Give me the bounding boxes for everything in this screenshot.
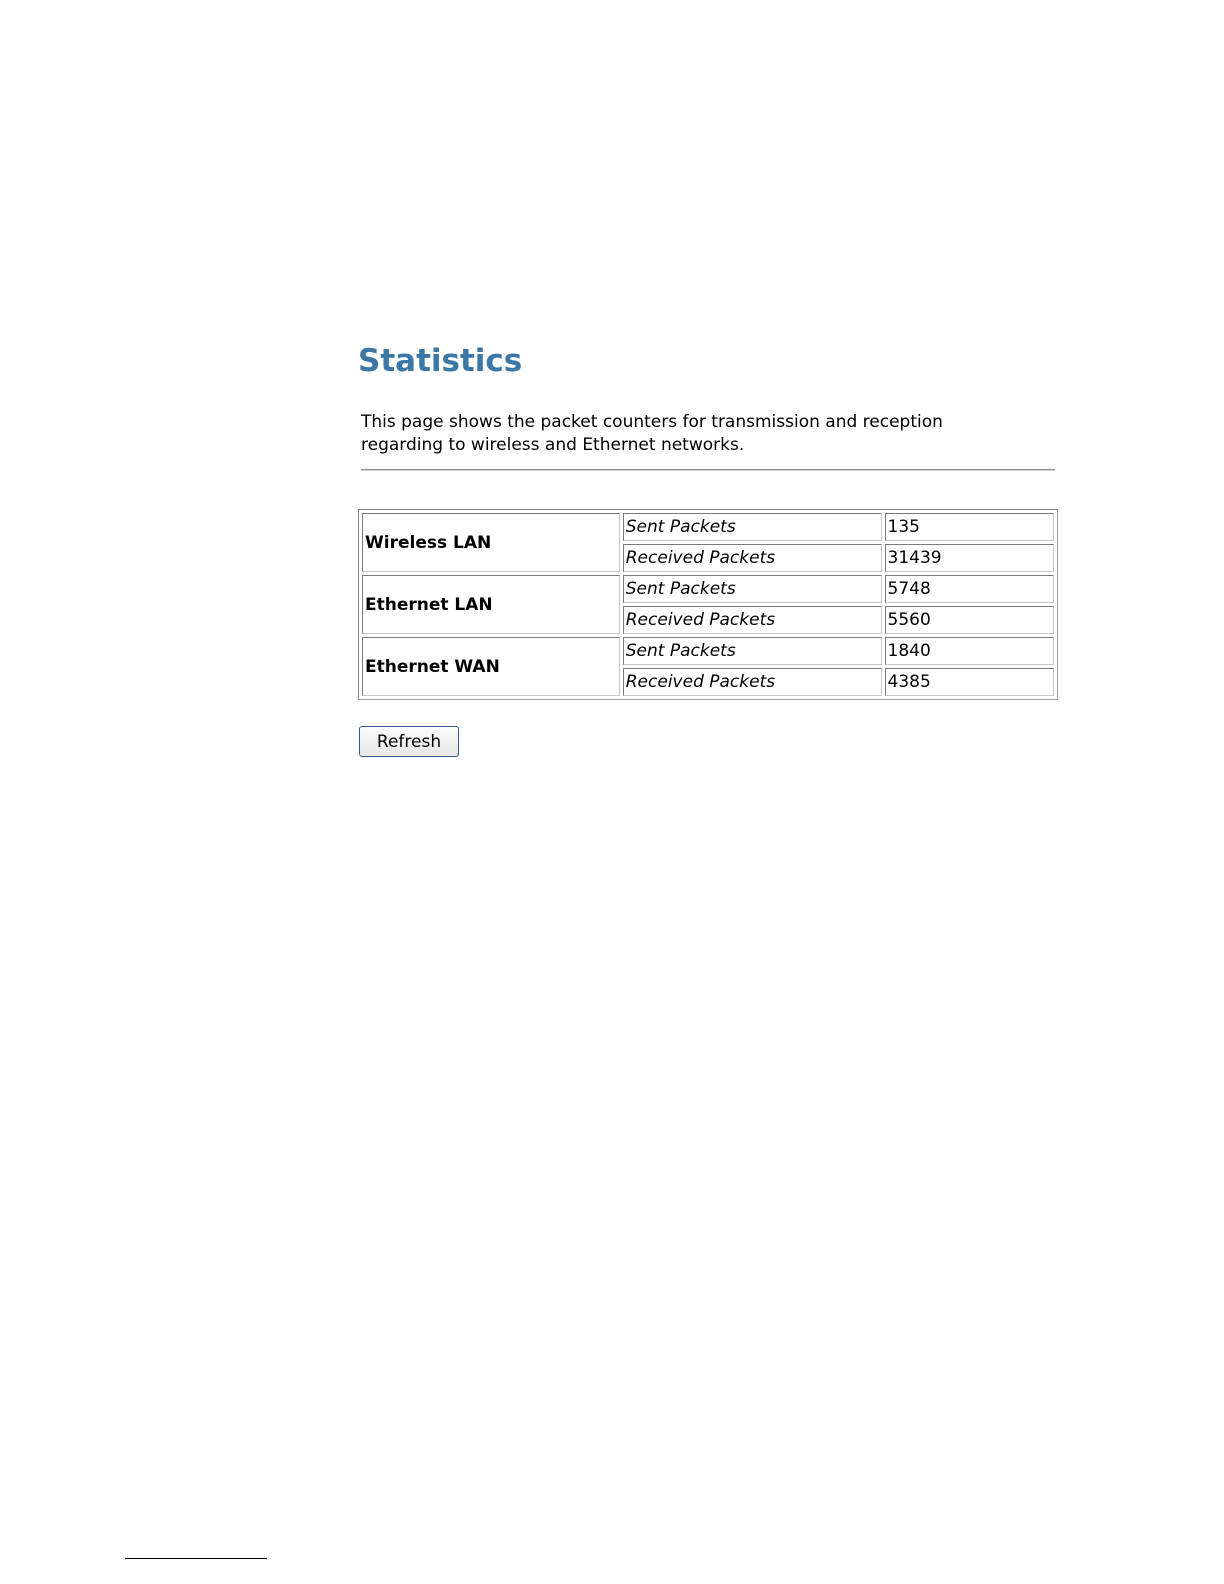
sent-packets-label: Sent Packets bbox=[623, 575, 882, 603]
received-packets-label: Received Packets bbox=[623, 544, 882, 572]
table-row bbox=[362, 637, 1054, 665]
sent-packets-value: 5748 bbox=[885, 575, 1054, 603]
sent-packets-value: 1840 bbox=[885, 637, 1054, 665]
divider bbox=[361, 469, 1055, 471]
statistics-page bbox=[358, 340, 1058, 757]
sent-packets-label: Sent Packets bbox=[623, 637, 882, 665]
footnote-rule bbox=[125, 1558, 267, 1559]
sent-packets-label: Sent Packets bbox=[623, 513, 882, 541]
interface-name-wireless-lan: Wireless LAN bbox=[362, 513, 620, 572]
received-packets-value: 5560 bbox=[885, 606, 1054, 634]
table-row bbox=[362, 513, 1054, 541]
interface-name-ethernet-wan: Ethernet WAN bbox=[362, 637, 620, 696]
description-line-1: This page shows the packet counters for transmission and reception bbox=[361, 412, 943, 432]
interface-name-ethernet-lan: Ethernet LAN bbox=[362, 575, 620, 634]
description-line-2: regarding to wireless and Ethernet networks. bbox=[361, 435, 745, 455]
received-packets-value: 31439 bbox=[885, 544, 1054, 572]
sent-packets-value: 135 bbox=[885, 513, 1054, 541]
refresh-button[interactable]: Refresh bbox=[359, 726, 459, 757]
received-packets-value: 4385 bbox=[885, 668, 1054, 696]
page-description bbox=[361, 411, 1051, 457]
received-packets-label: Received Packets bbox=[623, 606, 882, 634]
table-row bbox=[362, 575, 1054, 603]
received-packets-label: Received Packets bbox=[623, 668, 882, 696]
page-title: Statistics bbox=[358, 343, 523, 379]
statistics-table bbox=[358, 509, 1058, 700]
